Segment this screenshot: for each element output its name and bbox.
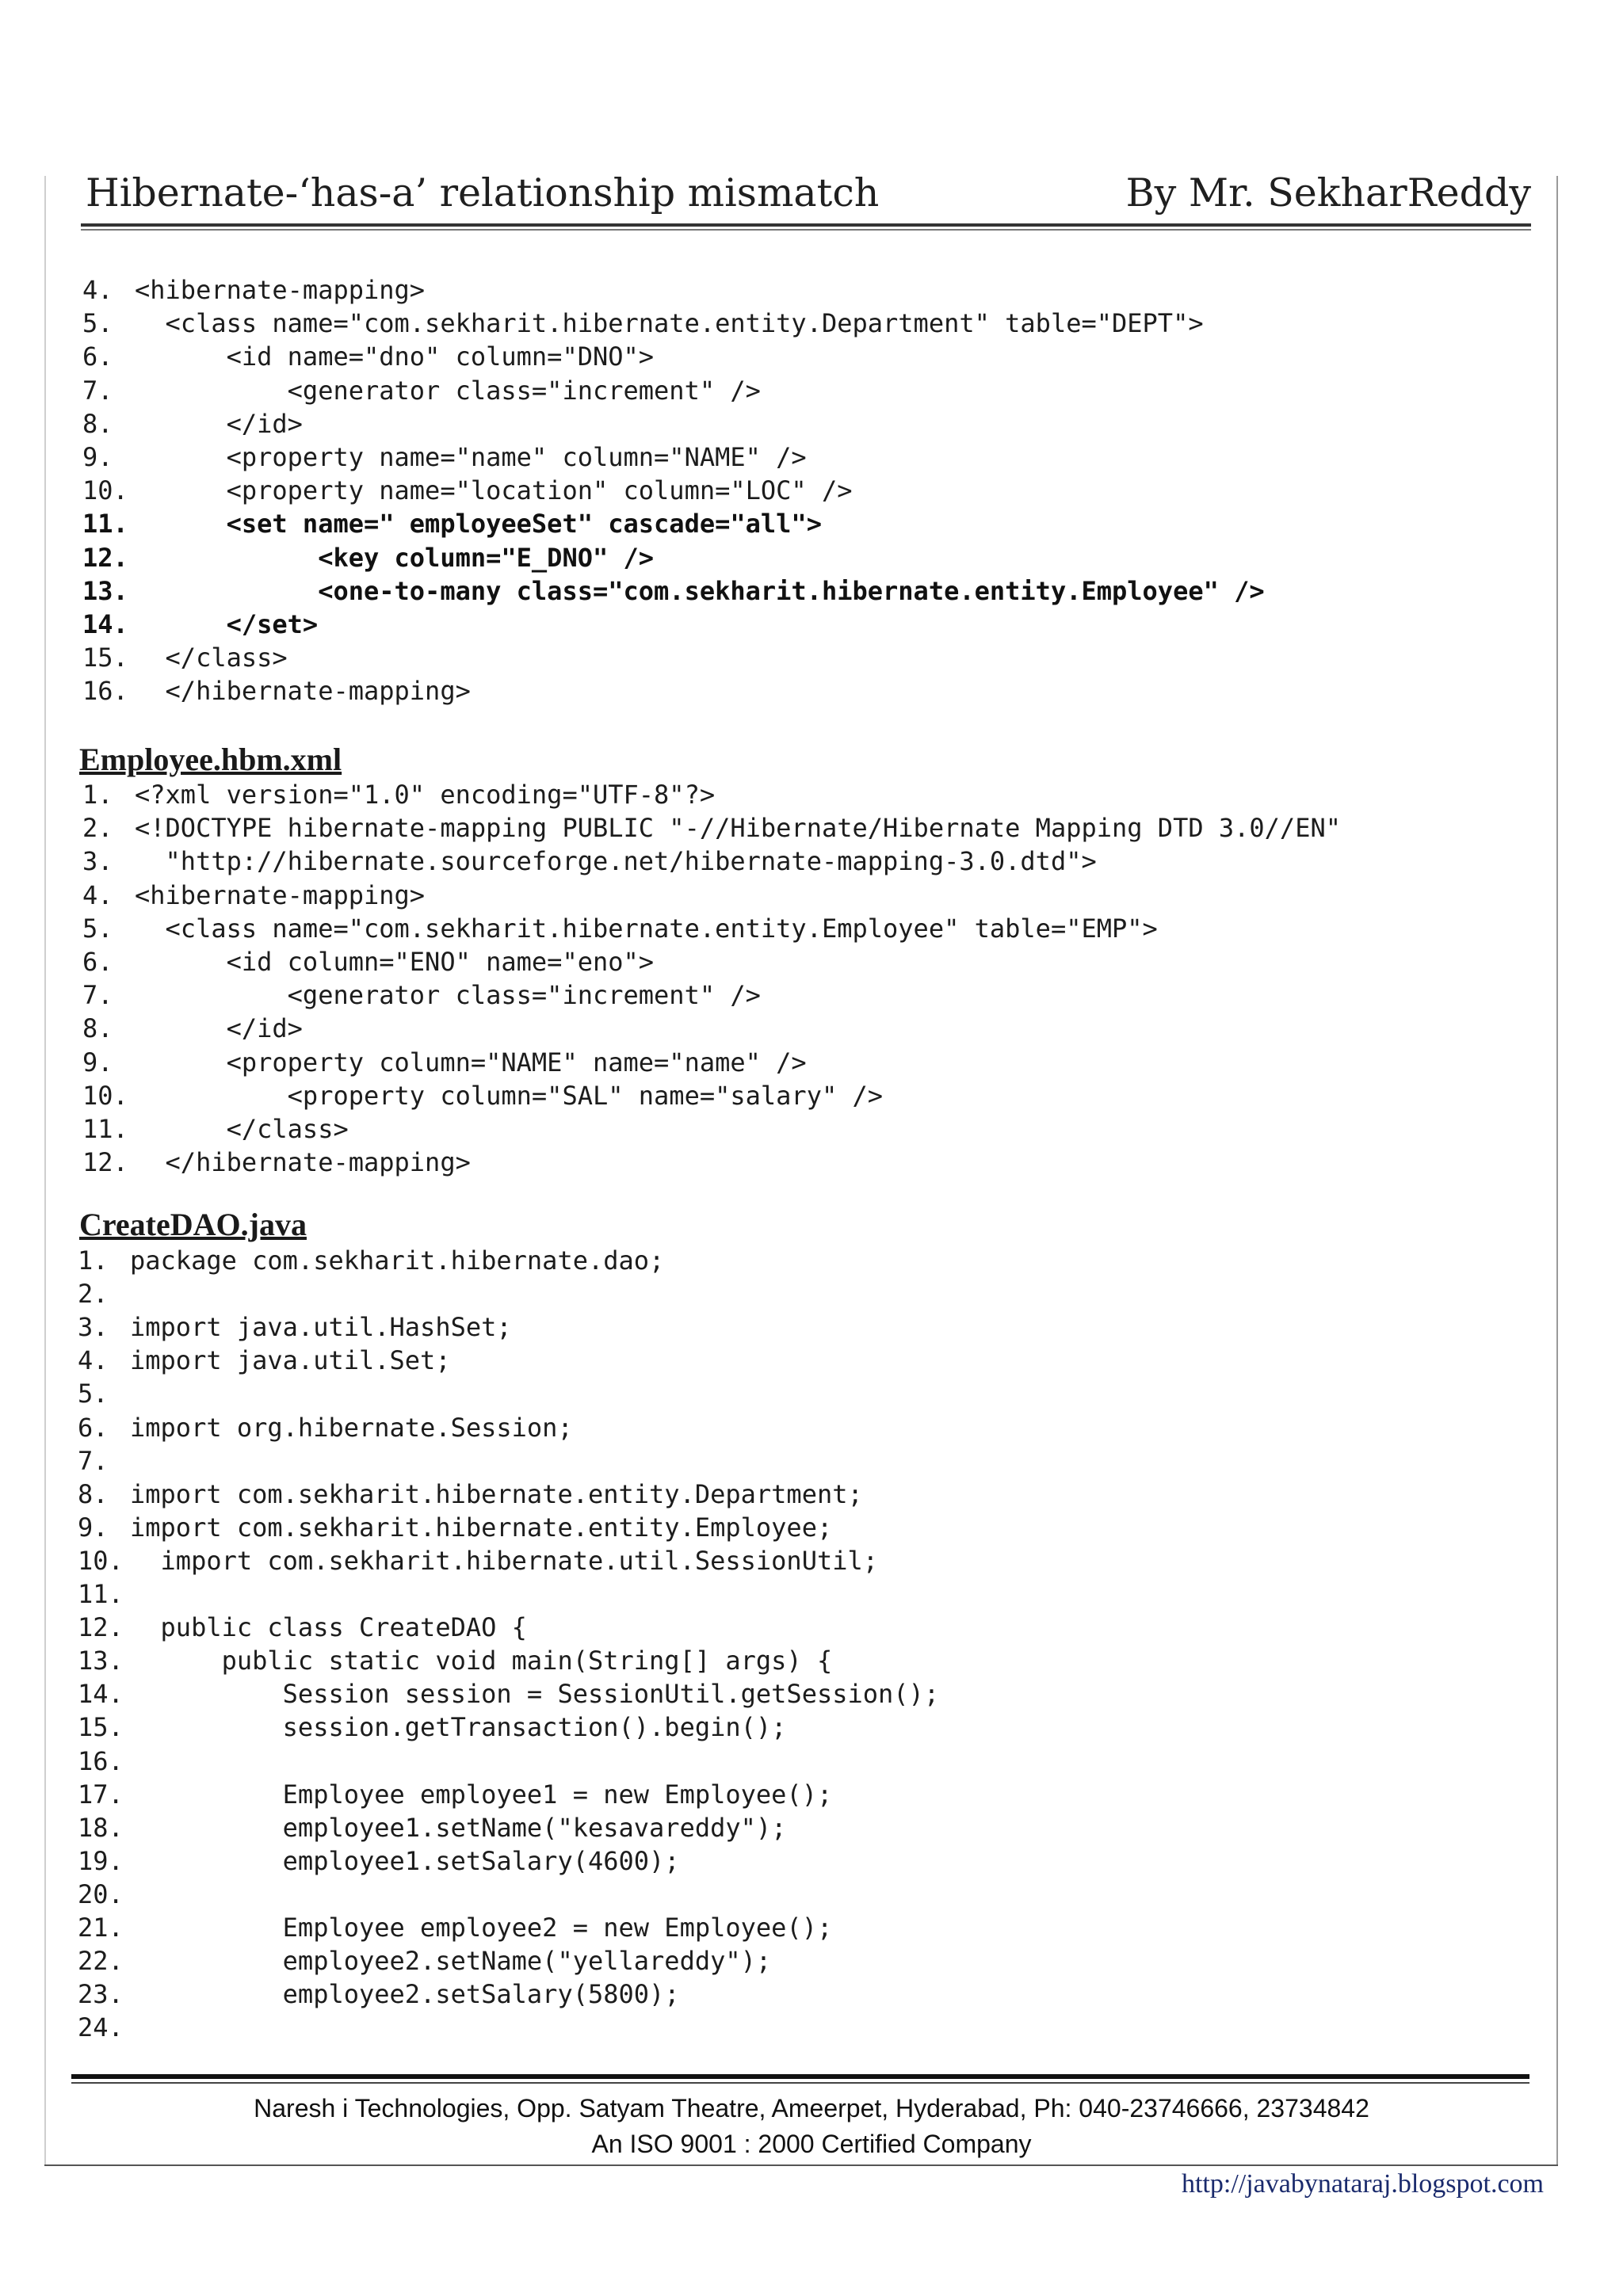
code-line [78, 1844, 680, 1878]
line-number: 8. [82, 1013, 113, 1044]
code-text: import java.util.Set; [130, 1345, 451, 1376]
code-line [78, 1677, 939, 1711]
line-number: 12. [78, 1612, 124, 1643]
line-number: 24. [78, 2012, 124, 2043]
code-text: package com.sekharit.hibernate.dao; [130, 1245, 665, 1276]
line-number: 9. [82, 1047, 113, 1077]
line-number: 11. [78, 1579, 124, 1609]
line-number: 8. [82, 408, 113, 439]
code-text: employee2.setSalary(5800); [130, 1979, 680, 2010]
code-text: employee1.setSalary(4600); [130, 1845, 680, 1876]
code-line [82, 441, 807, 474]
code-text: <generator class="increment" /> [135, 980, 761, 1011]
line-number: 9. [78, 1512, 109, 1543]
line-number: 3. [78, 1312, 109, 1343]
line-number: 11. [82, 509, 128, 540]
line-number: 10. [82, 475, 128, 506]
code-line [78, 1377, 130, 1410]
footer-divider-thin [71, 2082, 1529, 2084]
code-line [82, 273, 425, 307]
code-line [78, 1711, 786, 1744]
code-text: public class CreateDAO { [130, 1612, 527, 1643]
line-number: 13. [78, 1646, 124, 1676]
code-line [78, 1344, 451, 1377]
line-number: 6. [82, 947, 113, 977]
code-line [78, 1944, 771, 1978]
code-line [82, 641, 288, 674]
code-text: session.getTransaction().begin(); [130, 1712, 787, 1743]
code-text: <set name=" employeeSet" cascade="all"> [135, 509, 822, 540]
code-text: public static void main(String[] args) { [130, 1646, 833, 1676]
line-number: 21. [78, 1913, 124, 1943]
code-line [82, 674, 471, 707]
page-header [86, 170, 1531, 226]
code-text: Employee employee2 = new Employee(); [130, 1913, 833, 1943]
code-line [78, 1978, 680, 2011]
line-number: 2. [82, 813, 113, 844]
code-line [82, 574, 1265, 608]
line-number: 23. [78, 1979, 124, 2010]
line-number: 15. [82, 643, 128, 673]
author-name: By Mr. SekharReddy [1125, 170, 1531, 215]
code-text: employee1.setName("kesavareddy"); [130, 1812, 787, 1843]
code-text: <property name="name" column="NAME" /> [135, 442, 807, 472]
line-number: 14. [78, 1679, 124, 1710]
footer-address: Naresh i Technologies, Opp. Satyam Theatre, Ameerpet, Hyderabad, Ph: 040-23746666, 23734842 [254, 2094, 1369, 2122]
code-line [82, 811, 1341, 845]
section-title-create-dao: CreateDAO.java [79, 1207, 307, 1242]
line-number: 7. [78, 1445, 109, 1476]
code-line [78, 1644, 832, 1677]
code-text: <class name="com.sekharit.hibernate.entity.Department" table="DEPT"> [135, 308, 1204, 339]
line-number: 10. [78, 1545, 124, 1576]
line-number: 11. [82, 1114, 128, 1144]
code-text: import org.hibernate.Session; [130, 1412, 573, 1443]
code-line [78, 1878, 130, 1911]
line-number: 5. [82, 308, 113, 339]
code-line [82, 507, 822, 540]
code-line [82, 879, 425, 912]
code-text: </hibernate-mapping> [135, 1147, 471, 1178]
line-number: 15. [78, 1712, 124, 1743]
code-text: <class name="com.sekharit.hibernate.entity.Employee" table="EMP"> [135, 913, 1158, 944]
footer-url[interactable]: http://javabynataraj.blogspot.com [1181, 2169, 1544, 2199]
code-text: <id column="ENO" name="eno"> [135, 947, 655, 977]
line-number: 19. [78, 1845, 124, 1876]
line-number: 8. [78, 1478, 109, 1509]
code-text: import com.sekharit.hibernate.util.SessionUtil; [130, 1545, 879, 1576]
code-line [78, 1745, 130, 1778]
line-number: 12. [82, 1147, 128, 1178]
code-line [78, 1611, 527, 1644]
line-number: 9. [82, 442, 113, 472]
line-number: 6. [82, 341, 113, 372]
line-number: 13. [82, 575, 128, 606]
section-title-employee-hbm: Employee.hbm.xml [79, 742, 342, 777]
code-line [82, 307, 1204, 340]
footer-divider [71, 2074, 1529, 2079]
code-line [78, 1911, 832, 1944]
line-number: 6. [78, 1412, 109, 1443]
code-line [82, 541, 654, 574]
line-number: 7. [82, 980, 113, 1011]
code-line [82, 845, 1097, 878]
code-line [82, 978, 761, 1012]
line-number: 18. [78, 1812, 124, 1843]
code-line [82, 1146, 471, 1179]
code-line [78, 1277, 130, 1310]
code-text: <key column="E_DNO" /> [135, 542, 655, 573]
code-text: <!DOCTYPE hibernate-mapping PUBLIC "-//Hibernate/Hibernate Mapping DTD 3.0//EN" [135, 813, 1341, 844]
code-line [78, 1511, 832, 1544]
code-text: "http://hibernate.sourceforge.net/hibernate-mapping-3.0.dtd"> [135, 846, 1097, 877]
code-line [78, 1478, 863, 1511]
line-number: 12. [82, 542, 128, 573]
header-divider [81, 223, 1531, 227]
page-border-right [1556, 176, 1558, 2164]
code-line [78, 1244, 664, 1277]
code-text: <property name="location" column="LOC" /> [135, 475, 853, 506]
code-line [82, 778, 715, 811]
code-line [78, 1778, 832, 1811]
code-line [82, 1112, 349, 1146]
code-line [82, 912, 1158, 945]
line-number: 1. [78, 1245, 109, 1276]
line-number: 10. [82, 1080, 128, 1111]
code-text: import com.sekharit.hibernate.entity.Employee; [130, 1512, 833, 1543]
line-number: 16. [78, 1745, 124, 1776]
footer-certification: An ISO 9001 : 2000 Certified Company [591, 2130, 1032, 2158]
code-text: <one-to-many class="com.sekharit.hibernate.entity.Employee" /> [135, 575, 1265, 606]
code-text: import com.sekharit.hibernate.entity.Department; [130, 1478, 863, 1509]
code-line [82, 945, 654, 978]
line-number: 5. [82, 913, 113, 944]
line-number: 16. [82, 676, 128, 707]
line-number: 5. [78, 1379, 109, 1409]
line-number: 3. [82, 846, 113, 877]
code-text: employee2.setName("yellareddy"); [130, 1946, 772, 1977]
header-divider-thin [81, 229, 1531, 231]
line-number: 20. [78, 1878, 124, 1909]
code-line [78, 2011, 130, 2044]
code-line [82, 1012, 303, 1045]
page-border-left [44, 176, 46, 2164]
line-number: 1. [82, 780, 113, 810]
line-number: 7. [82, 375, 113, 406]
code-line [82, 608, 318, 641]
code-text: </hibernate-mapping> [135, 676, 471, 707]
code-text: import java.util.HashSet; [130, 1312, 512, 1343]
code-text: <generator class="increment" /> [135, 375, 761, 406]
code-text: <hibernate-mapping> [135, 275, 426, 305]
line-number: 17. [78, 1779, 124, 1810]
line-number: 4. [78, 1345, 109, 1376]
code-text: </id> [135, 408, 303, 439]
footer-bottom-rule [44, 2164, 1558, 2166]
code-line [78, 1811, 786, 1844]
code-text: Employee employee1 = new Employee(); [130, 1779, 833, 1810]
code-text: <property column="SAL" name="salary" /> [135, 1080, 884, 1111]
code-text: <?xml version="1.0" encoding="UTF-8"?> [135, 780, 716, 810]
code-text: <id name="dno" column="DNO"> [135, 341, 655, 372]
code-line [82, 340, 654, 373]
code-line [78, 1544, 878, 1577]
code-text: </id> [135, 1013, 303, 1044]
code-line [82, 474, 852, 507]
line-number: 22. [78, 1946, 124, 1977]
page-title: Hibernate-‘has-a’ relationship mismatch [86, 170, 880, 215]
line-number: 4. [82, 275, 113, 305]
code-line [82, 1046, 807, 1079]
code-line [82, 1079, 883, 1112]
code-text: <hibernate-mapping> [135, 879, 426, 910]
code-text: Session session = SessionUtil.getSession(); [130, 1679, 940, 1710]
code-line [78, 1310, 512, 1344]
line-number: 2. [78, 1279, 109, 1310]
code-line [78, 1411, 573, 1444]
code-text: </class> [135, 643, 288, 673]
line-number: 14. [82, 609, 128, 639]
code-text: </set> [135, 609, 319, 639]
code-line [78, 1577, 130, 1611]
code-line [82, 407, 303, 441]
code-text: <property column="NAME" name="name" /> [135, 1047, 807, 1077]
code-line [82, 374, 761, 407]
code-text: </class> [135, 1114, 349, 1144]
code-line [78, 1444, 130, 1478]
line-number: 4. [82, 879, 113, 910]
